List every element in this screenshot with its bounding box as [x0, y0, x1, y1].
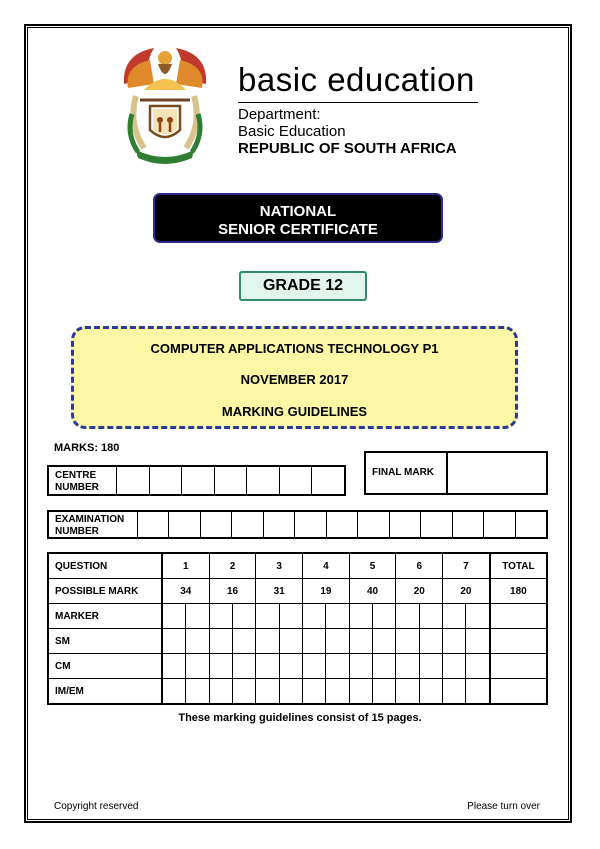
possible-total: 180	[490, 579, 547, 604]
exam-number-cell[interactable]	[390, 512, 421, 537]
question-number: 1	[162, 553, 209, 579]
mark-cell[interactable]	[443, 654, 466, 679]
mark-cell[interactable]	[256, 629, 279, 654]
exam-number-field	[47, 510, 548, 539]
table-row	[48, 654, 547, 679]
mark-cell[interactable]	[443, 604, 466, 629]
possible-mark: 19	[303, 579, 350, 604]
mark-cell[interactable]	[443, 679, 466, 705]
mark-cell[interactable]	[233, 654, 256, 679]
table-row	[48, 604, 547, 629]
im-em-row-label: IM/EM	[48, 679, 162, 705]
mark-cell[interactable]	[466, 654, 490, 679]
turn-over-text: Please turn over	[467, 801, 540, 812]
certificate-banner	[153, 193, 443, 243]
subject-panel	[71, 326, 518, 429]
copyright-text: Copyright reserved	[54, 801, 139, 812]
question-number: 5	[349, 553, 396, 579]
centre-number-cell[interactable]	[117, 467, 150, 494]
exam-number-cell[interactable]	[169, 512, 200, 537]
mark-total-cell[interactable]	[490, 654, 547, 679]
page-count-note: These marking guidelines consist of 15 pages.	[178, 712, 422, 724]
marks-label: MARKS: 180	[54, 442, 120, 454]
possible-mark: 20	[443, 579, 490, 604]
brand-title: basic education	[238, 60, 478, 103]
question-number: 6	[396, 553, 443, 579]
mark-cell[interactable]	[279, 679, 302, 705]
mark-cell[interactable]	[419, 679, 442, 705]
grade-badge: GRADE 12	[239, 271, 367, 301]
centre-number-field	[47, 465, 346, 496]
possible-mark-label: POSSIBLE MARK	[48, 579, 162, 604]
table-row	[48, 579, 547, 604]
mark-cell[interactable]	[396, 629, 419, 654]
exam-number-cell[interactable]	[264, 512, 295, 537]
centre-number-cell[interactable]	[247, 467, 280, 494]
mark-cell[interactable]	[233, 629, 256, 654]
mark-total-cell[interactable]	[490, 679, 547, 705]
sm-row-label: SM	[48, 629, 162, 654]
question-number: 3	[256, 553, 303, 579]
exam-number-cell[interactable]	[201, 512, 232, 537]
exam-number-cell[interactable]	[421, 512, 452, 537]
question-number: 7	[443, 553, 490, 579]
centre-number-cell[interactable]	[150, 467, 183, 494]
centre-number-label: CENTRE NUMBER	[49, 467, 117, 494]
marker-row-label: MARKER	[48, 604, 162, 629]
mark-cell[interactable]	[233, 679, 256, 705]
centre-number-cell[interactable]	[182, 467, 215, 494]
centre-number-cell[interactable]	[312, 467, 344, 494]
mark-cell[interactable]	[373, 604, 396, 629]
document-type: MARKING GUIDELINES	[221, 404, 368, 419]
mark-cell[interactable]	[466, 629, 490, 654]
table-row	[48, 629, 547, 654]
mark-cell[interactable]	[419, 629, 442, 654]
department-block	[238, 106, 457, 157]
centre-number-cell[interactable]	[215, 467, 248, 494]
mark-total-cell[interactable]	[490, 604, 547, 629]
mark-cell[interactable]	[396, 654, 419, 679]
centre-number-cell[interactable]	[280, 467, 313, 494]
mark-cell[interactable]	[209, 679, 232, 705]
mark-cell[interactable]	[443, 629, 466, 654]
certificate-line-1: NATIONAL	[259, 203, 337, 220]
exam-number-label: EXAMINATION NUMBER	[49, 512, 138, 537]
exam-number-cell[interactable]	[484, 512, 515, 537]
mark-cell[interactable]	[303, 679, 326, 705]
mark-cell[interactable]	[326, 654, 349, 679]
mark-cell[interactable]	[162, 679, 186, 705]
mark-cell[interactable]	[326, 629, 349, 654]
mark-cell[interactable]	[419, 654, 442, 679]
mark-cell[interactable]	[186, 654, 209, 679]
mark-cell[interactable]	[186, 604, 209, 629]
mark-cell[interactable]	[209, 629, 232, 654]
possible-mark: 20	[396, 579, 443, 604]
mark-cell[interactable]	[209, 654, 232, 679]
exam-number-cell[interactable]	[516, 512, 546, 537]
mark-cell[interactable]	[396, 679, 419, 705]
mark-cell[interactable]	[349, 629, 372, 654]
exam-date: NOVEMBER 2017	[240, 372, 349, 387]
mark-cell[interactable]	[373, 654, 396, 679]
final-mark-cell[interactable]	[448, 453, 546, 493]
mark-cell[interactable]	[162, 604, 186, 629]
department-name: Basic Education	[238, 123, 346, 140]
coat-of-arms-logo	[114, 44, 216, 168]
marks-table	[47, 552, 548, 705]
mark-cell[interactable]	[303, 604, 326, 629]
mark-cell[interactable]	[349, 679, 372, 705]
exam-number-cell[interactable]	[232, 512, 263, 537]
mark-cell[interactable]	[162, 629, 186, 654]
possible-mark: 31	[256, 579, 303, 604]
mark-cell[interactable]	[303, 654, 326, 679]
mark-cell[interactable]	[326, 679, 349, 705]
mark-cell[interactable]	[326, 604, 349, 629]
question-number: 4	[303, 553, 350, 579]
table-row	[48, 553, 547, 579]
mark-cell[interactable]	[279, 654, 302, 679]
mark-cell[interactable]	[162, 654, 186, 679]
exam-number-cell[interactable]	[327, 512, 358, 537]
cm-row-label: CM	[48, 654, 162, 679]
mark-cell[interactable]	[186, 679, 209, 705]
possible-mark: 40	[349, 579, 396, 604]
mark-cell[interactable]	[256, 679, 279, 705]
mark-cell[interactable]	[466, 604, 490, 629]
exam-number-cell[interactable]	[295, 512, 326, 537]
mark-cell[interactable]	[373, 679, 396, 705]
exam-number-cell[interactable]	[358, 512, 389, 537]
mark-cell[interactable]	[256, 604, 279, 629]
brand-header	[238, 60, 478, 103]
possible-mark: 34	[162, 579, 209, 604]
mark-total-cell[interactable]	[490, 629, 547, 654]
exam-number-cell[interactable]	[138, 512, 169, 537]
mark-cell[interactable]	[186, 629, 209, 654]
question-number: 2	[209, 553, 256, 579]
possible-mark: 16	[209, 579, 256, 604]
mark-cell[interactable]	[209, 604, 232, 629]
subject-title: COMPUTER APPLICATIONS TECHNOLOGY P1	[150, 341, 439, 356]
table-row	[48, 679, 547, 705]
mark-cell[interactable]	[396, 604, 419, 629]
country-name: REPUBLIC OF SOUTH AFRICA	[238, 140, 457, 157]
mark-cell[interactable]	[233, 604, 256, 629]
mark-cell[interactable]	[349, 654, 372, 679]
mark-cell[interactable]	[419, 604, 442, 629]
mark-cell[interactable]	[279, 604, 302, 629]
mark-cell[interactable]	[349, 604, 372, 629]
exam-number-cell[interactable]	[453, 512, 484, 537]
department-label: Department:	[238, 106, 321, 123]
mark-cell[interactable]	[373, 629, 396, 654]
question-header: QUESTION	[48, 553, 162, 579]
certificate-line-2: SENIOR CERTIFICATE	[218, 221, 378, 238]
final-mark-label: FINAL MARK	[366, 453, 448, 493]
mark-cell[interactable]	[256, 654, 279, 679]
mark-cell[interactable]	[466, 679, 490, 705]
mark-cell[interactable]	[279, 629, 302, 654]
mark-cell[interactable]	[303, 629, 326, 654]
final-mark-field	[364, 451, 548, 495]
total-header: TOTAL	[490, 553, 547, 579]
